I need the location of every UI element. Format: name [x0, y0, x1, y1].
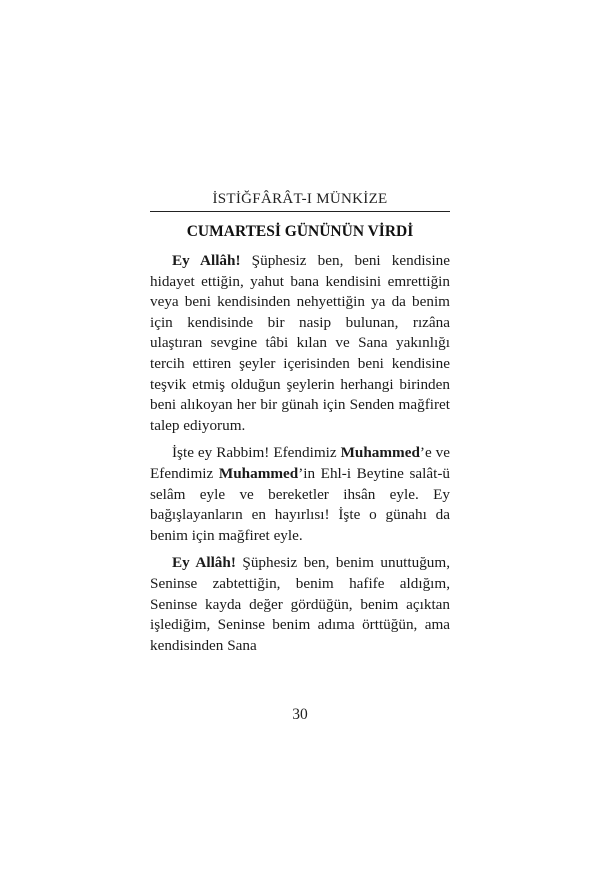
- header-rule: [150, 211, 450, 212]
- body-text: [150, 251, 450, 663]
- page-number: 30: [292, 706, 308, 723]
- invocation-bold: Ey Allâh!: [172, 554, 236, 572]
- invocation-bold: Ey Allâh!: [172, 252, 241, 269]
- paragraph-text: Şüphesiz ben, beni kendisine hidayet ettiğin, yahut bana kendisini emrettiğin veya beni kendisinden nehyettiğin ya da benim için kendisinde bir nasip bulunan, rızâna ulaştıran sevgine tâbi kılan ve Sana yakınlığı tercih ettiren şeyler içerisinden beni kendisine teşvik etmiş olduğun şeylerin herhangi birinden beni alıkoyan her bir günah için Senden mağfiret talep ediyorum.: [150, 252, 451, 434]
- paragraph-1: [150, 251, 450, 436]
- paragraph-2: [150, 443, 450, 546]
- paragraph-text: ’e ve Efendimiz: [150, 444, 450, 482]
- paragraph-text: İşte ey Rabbim! Efendimiz: [172, 444, 341, 462]
- chapter-title: CUMARTESİ GÜNÜNÜN VİRDİ: [186, 223, 414, 240]
- name-bold: Muhammed: [218, 464, 299, 482]
- paragraph-text: Şüphesiz ben, benim unuttuğum, Seninse zabtettiğin, benim hafife aldığım, Seninse kayda değer gördüğün, benim açıktan işlediğim, Seninse benim adıma örttüğün, ama kendisinden Sana: [150, 554, 451, 654]
- name-bold: Muhammed: [340, 444, 420, 462]
- paragraph-text: ’in Ehl-i Beytine salât-ü selâm eyle ve bereketler ihsân eyle. Ey bağışlayanların en hayırlısı! İşte o günahı da benim için mağfiret eyle.: [150, 464, 450, 544]
- running-head: İSTİĞFÂRÂT-I MÜNKİZE: [212, 191, 388, 207]
- paragraph-3: [150, 553, 450, 656]
